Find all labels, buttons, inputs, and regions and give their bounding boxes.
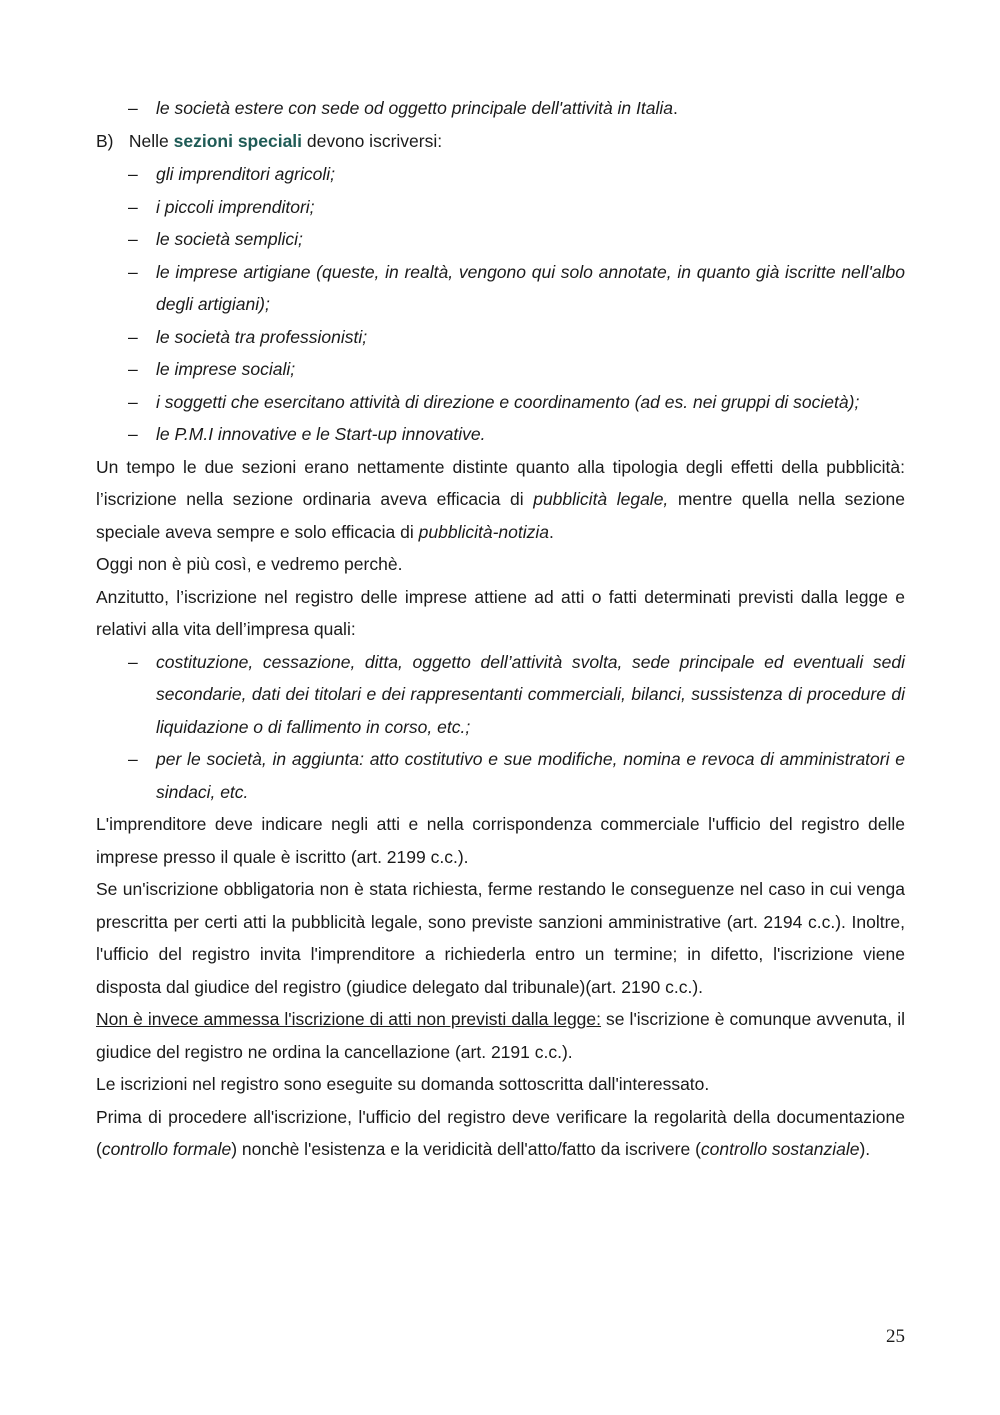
list-item-text: le P.M.I innovative e le Start-up innovative. xyxy=(156,424,486,444)
underlined-text: Non è invece ammessa l'iscrizione di atti non previsti dalla legge: xyxy=(96,1009,602,1029)
list-item xyxy=(96,223,905,256)
paragraph: Oggi non è più così, e vedremo perchè. xyxy=(96,554,403,574)
list-item xyxy=(96,321,905,354)
list-item-text: costituzione, cessazione, ditta, oggetto dell’attività svolta, sede principale ed eventuali sedi secondarie, dati dei titolari e dei rappresentanti commerciali, bilanci, sussistenza di procedure di liquidazione o di fallimento in corso, etc.; xyxy=(156,651,905,737)
paragraph: Anzitutto, l’iscrizione nel registro delle imprese attiene ad atti o fatti determinati previsti dalla legge e relativi alla vita dell’impresa quali: xyxy=(96,586,905,639)
dash-bullet: – xyxy=(128,424,138,444)
paragraph: Non è invece ammessa l'iscrizione di atti non previsti dalla legge: se l'iscrizione è comunque avvenuta, il giudice del registro ne ordina la cancellazione (art. 2191 c.c.). xyxy=(96,1009,905,1062)
section-label: B) xyxy=(96,130,114,151)
list-item-text: le società estere con sede od oggetto principale dell'attività in Italia. xyxy=(156,98,678,118)
paragraph: Le iscrizioni nel registro sono eseguite su domanda sottoscritta dall'interessato. xyxy=(96,1074,710,1094)
page-number: 25 xyxy=(886,1326,905,1347)
list-item xyxy=(96,646,905,744)
paragraph: L'imprenditore deve indicare negli atti e nella corrispondenza commerciale l'ufficio del registro delle imprese presso il quale è iscritto (art. 2199 c.c.). xyxy=(96,814,905,867)
list-item-text: per le società, in aggiunta: atto costitutivo e sue modifiche, nomina e revoca di amministratori e sindaci, etc. xyxy=(156,749,905,802)
list-item xyxy=(96,386,905,419)
list-item-text: le società semplici; xyxy=(156,229,303,249)
dash-bullet: – xyxy=(128,229,138,249)
dash-bullet: – xyxy=(128,359,138,379)
paragraph: Un tempo le due sezioni erano nettamente distinte quanto alla tipologia degli effetti della pubblicità: l’iscrizione nella sezione ordinaria aveva efficacia di pubblicità legale, mentre quella nella sezione speciale aveva sempre e solo efficacia di pubblicità-notizia. xyxy=(96,456,905,542)
list-item xyxy=(96,191,905,224)
paragraph: Prima di procedere all'iscrizione, l'ufficio del registro deve verificare la regolarità della documentazione (controllo formale) nonchè l'esistenza e la veridicità dell'atto/fatto da iscrivere (controllo sostanziale). xyxy=(96,1106,905,1159)
list-item xyxy=(96,418,905,451)
list-item xyxy=(96,743,905,808)
dash-bullet: – xyxy=(128,391,138,412)
list-item-text: le società tra professionisti; xyxy=(156,326,368,347)
dash-bullet: – xyxy=(128,196,138,217)
list-item xyxy=(96,353,905,386)
list-item xyxy=(96,158,905,191)
document-page xyxy=(96,92,905,1166)
list-item-text: gli imprenditori agricoli; xyxy=(156,164,335,184)
dash-bullet: – xyxy=(128,164,138,184)
list-item-text: le imprese sociali; xyxy=(156,359,296,379)
list-item xyxy=(96,256,905,321)
list-item-text: le imprese artigiane (queste, in realtà, vengono qui solo annotate, in quanto già iscritte nell'albo degli artigiani); xyxy=(156,261,905,314)
paragraph: Se un'iscrizione obbligatoria non è stata richiesta, ferme restando le conseguenze nel caso in cui venga prescritta per certi atti la pubblicità legale, sono previste sanzioni amministrative (art. 2194 c.c.). Inoltre, l'ufficio del registro invita l'imprenditore a richiederla entro un termine; in difetto, l'iscrizione viene disposta dal giudice del registro (giudice delegato dal tribunale)(art. 2190 c.c.). xyxy=(96,879,905,997)
dash-bullet: – xyxy=(128,749,138,769)
list-item xyxy=(96,92,905,125)
list-item-text: i piccoli imprenditori; xyxy=(156,196,315,217)
highlighted-term: sezioni speciali xyxy=(173,130,303,151)
dash-bullet: – xyxy=(128,651,138,672)
dash-bullet: – xyxy=(128,98,138,118)
dash-bullet: – xyxy=(128,261,138,282)
section-b-heading: B) Nelle sezioni speciali devono iscriversi: xyxy=(96,125,905,158)
dash-bullet: – xyxy=(128,326,138,347)
list-item-text: i soggetti che esercitano attività di direzione e coordinamento (ad es. nei gruppi di società); xyxy=(156,391,860,412)
